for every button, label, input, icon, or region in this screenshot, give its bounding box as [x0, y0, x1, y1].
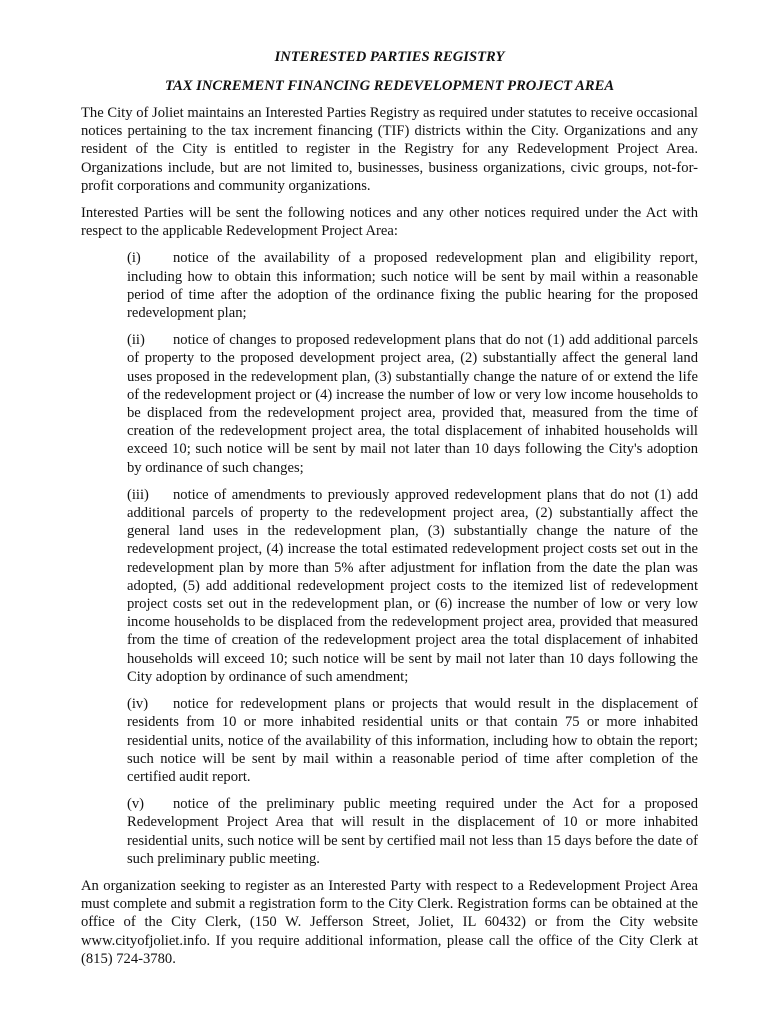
notice-item — [127, 695, 698, 786]
notice-text: notice of changes to proposed redevelopment plans that do not (1) add additional parcels of property to the proposed development project area, (2) substantially affect the general land uses proposed in the redevelopment plan, (3) substantially change the nature of or extend the life of the redevelopment project or (4) increase the number of low or very low income households to be displaced from the redevelopment project area, provided that, measured from the time of creation of the redevelopment project area, the total displacement of inhabited households will exceed 10; such notice will be sent by mail not later than 10 days following the City's adoption by ordinance of such changes; — [127, 332, 698, 476]
document-subtitle: TAX INCREMENT FINANCING REDEVELOPMENT PROJECT AREA — [164, 78, 615, 94]
intro-paragraph: The City of Joliet maintains an Interested Parties Registry as required under statutes to receive occasional notices pertaining to the tax increment financing (TIF) districts within the City. Organizations and any resident of the City is entitled to register in the Registry for any Redevelopment Project Area. Organizations include, but are not limited to, businesses, business organizations, civic groups, not-for-profit corporations and community organizations. — [81, 105, 698, 194]
notice-item — [127, 249, 698, 322]
notice-number: (v) — [127, 796, 145, 813]
notice-item — [127, 331, 698, 477]
notice-text: notice of the availability of a proposed redevelopment plan and eligibility report, including how to obtain this information; such notice will be sent by mail within a reasonable period of time after the adoption of the ordinance fixing the public hearing for the proposed redevelopment plan; — [127, 250, 698, 322]
notice-number: (i) — [127, 250, 141, 267]
notice-text: notice of amendments to previously approved redevelopment plans that do not (1) add additional parcels of property to the redevelopment project area, (2) substantially affect the general land uses in the redevelopment plan, (3) substantially change the nature of the redevelopment project, (4) increase the total estimated redevelopment project costs set out in the redevelopment plan by more than 5% after adjustment for inflation from the date the plan was adopted, (5) add additional redevelopment project costs to the itemized list of redevelopment project costs set out in the redevelopment plan, or (6) increase the number of low or very low income households to be displaced from the redevelopment project area, provided that measured from the time of creation of the redevelopment project area the total displacement of inhabited households will exceed 10; such notice will be sent by mail not later than 10 days following the City adoption by ordinance of such amendment; — [127, 486, 698, 685]
notice-number: (iv) — [127, 696, 149, 713]
closing-paragraph: An organization seeking to register as an Interested Party with respect to a Redevelopment Project Area must complete and submit a registration form to the City Clerk. Registration forms can be obtained at the office of the City Clerk, (150 W. Jefferson Street, Joliet, IL 60432) or from the City website www.cityofjoliet.info. If you require additional information, please call the office of the City Clerk at (815) 724-3780. — [81, 877, 698, 967]
notice-item — [127, 795, 698, 868]
notice-item — [127, 486, 698, 686]
notice-number: (iii) — [127, 486, 149, 503]
notice-text: notice for redevelopment plans or projects that would result in the displacement of residents from 10 or more inhabited residential units or that contain 75 or more inhabited residential units, notice of the availability of this information, including how to obtain the report; such notice will be sent by mail within a reasonable period of time after completion of the certified audit report. — [127, 696, 698, 785]
lead-paragraph: Interested Parties will be sent the following notices and any other notices required under the Act with respect to the applicable Redevelopment Project Area: — [81, 205, 698, 240]
document-page — [81, 48, 698, 968]
notice-list — [81, 249, 698, 868]
notice-text: notice of the preliminary public meeting required under the Act for a proposed Redevelopment Project Area that will result in the displacement of 10 or more inhabited residential units, such notice will be sent by certified mail not less than 15 days before the date of such preliminary public meeting. — [127, 796, 698, 867]
document-title: INTERESTED PARTIES REGISTRY — [274, 49, 505, 65]
notice-number: (ii) — [127, 332, 145, 349]
